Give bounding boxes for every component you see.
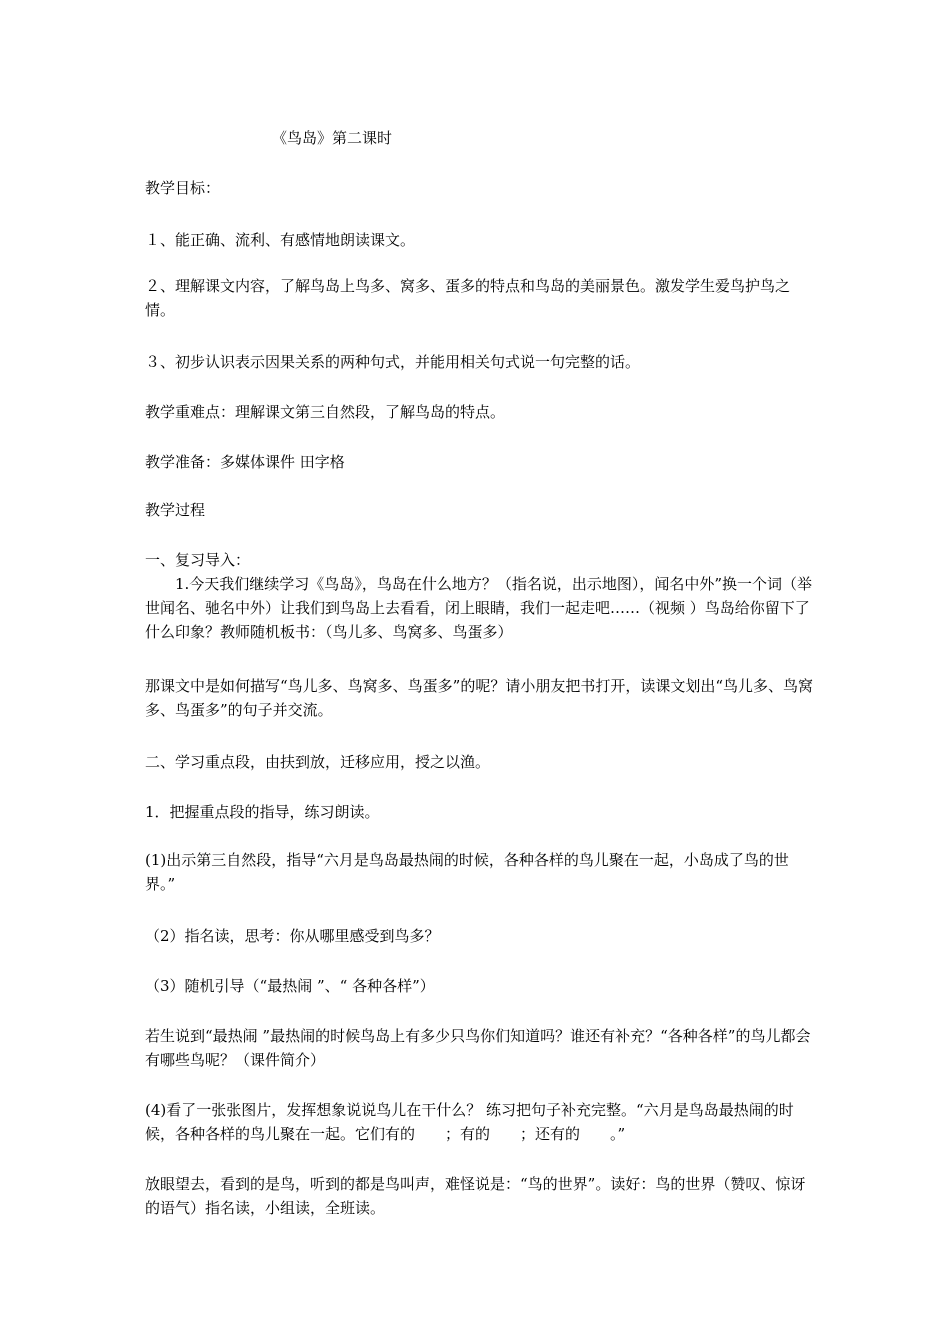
subheading-reading-guidance: 1．把握重点段的指导，练习朗读。 (145, 803, 380, 821)
section-heading-process: 教学过程 (145, 501, 206, 519)
question-paragraph: 那课文中是如何描写“鸟儿多、鸟窝多、鸟蛋多”的呢？请小朋友把书打开，读课文划出“鸟儿多、鸟窝多、鸟蛋多”的句子并交流。 (145, 677, 814, 719)
objective-item-3: ３、初步认识表示因果关系的两种句式，并能用相关句式说一句完整的话。 (145, 353, 641, 371)
document-title: 《鸟岛》第二课时 (272, 129, 393, 147)
objective-item-1: １、能正确、流利、有感情地朗读课文。 (145, 231, 416, 249)
step-4-paragraph: (4)看了一张张图片，发挥想象说说鸟儿在干什么？ 练习把句子补充完整。“六月是鸟岛最热闹的时候，各种各样的鸟儿聚在一起。它们有的 ；有的 ；还有的 。” (145, 1101, 794, 1143)
step-3-paragraph: （3）随机引导（“最热闹 ”、“ 各种各样”） (145, 977, 435, 995)
section-heading-key-paragraph: 二、学习重点段，由扶到放，迁移应用，授之以渔。 (145, 753, 491, 771)
guidance-paragraph: 若生说到“最热闹 ”最热闹的时候鸟岛上有多少只鸟你们知道吗？谁还有补充？“各种各样”的鸟儿都会有哪些鸟呢？（课件简介） (145, 1027, 811, 1069)
section-heading-objectives: 教学目标： (145, 179, 221, 197)
preparation-paragraph: 教学准备：多媒体课件 田字格 (145, 453, 345, 471)
section-heading-review: 一、复习导入： (145, 551, 251, 569)
review-paragraph: 1.今天我们继续学习《鸟岛》，鸟岛在什么地方？（指名说，出示地图），闻名中外”换一个词（举世闻名、驰名中外）让我们到鸟岛上去看看，闭上眼睛，我们一起走吧……（视频 ）鸟岛给你留下了什么印象？教师随机板书：（鸟儿多、鸟窝多、鸟蛋多） (145, 575, 812, 641)
key-difficulty-paragraph: 教学重难点：理解课文第三自然段，了解鸟岛的特点。 (145, 403, 506, 421)
closing-paragraph: 放眼望去，看到的是鸟，听到的都是鸟叫声，难怪说是：“鸟的世界”。读好：鸟的世界（赞叹、惊讶的语气）指名读，小组读，全班读。 (145, 1175, 806, 1217)
step-2-paragraph: （2）指名读，思考：你从哪里感受到鸟多？ (145, 927, 440, 945)
objective-item-2: ２、理解课文内容，了解鸟岛上鸟多、窝多、蛋多的特点和鸟岛的美丽景色。激发学生爱鸟护鸟之情。 (145, 277, 791, 319)
step-1-paragraph: (1)出示第三自然段，指导“六月是鸟岛最热闹的时候，各种各样的鸟儿聚在一起，小岛成了鸟的世界。” (145, 851, 789, 893)
